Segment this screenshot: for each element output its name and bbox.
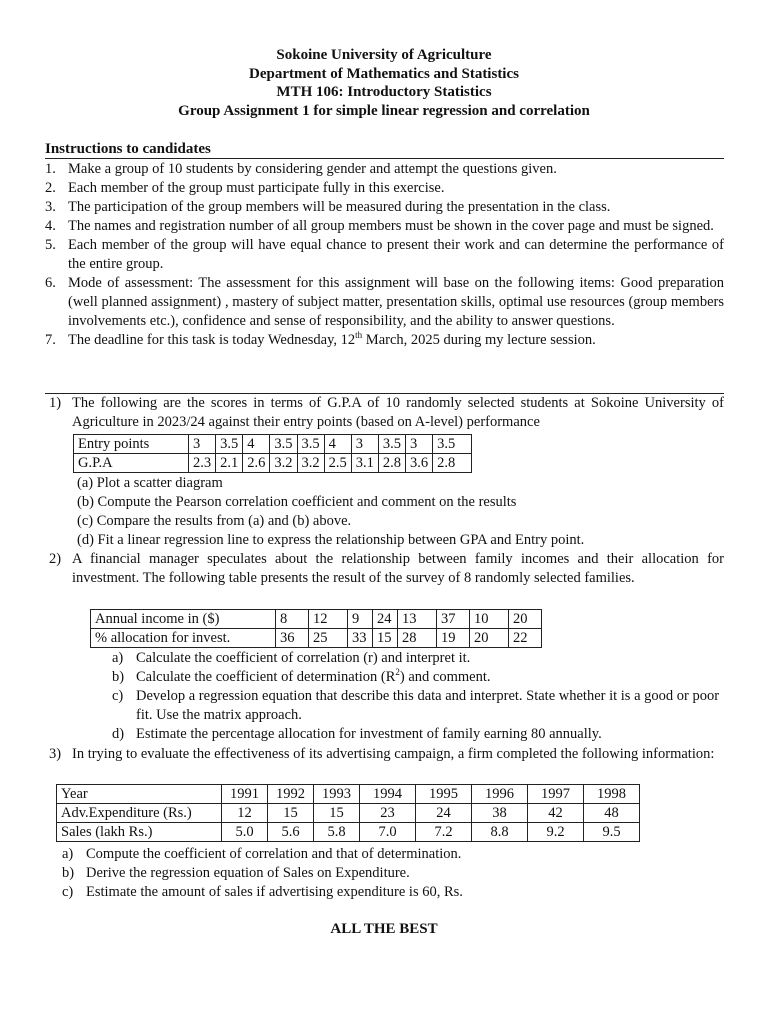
question-3-parts — [62, 845, 463, 902]
instruction-item: 6. Mode of assessment: The assessment for this assignment will base on the following items: Good preparation (well planned assignment) , mastery of subject matter, presentation skills, optimal use resources (group members involvements etc.), confidence and sense of responsibility, and the ability to answer questions. — [45, 275, 724, 329]
instruction-item: 4. The names and registration number of all group members must be shown in the cover page and must be signed. — [45, 218, 714, 234]
instruction-item: 2. Each member of the group must participate fully in this exercise. — [45, 180, 445, 196]
list-item: (a) Plot a scatter diagram — [77, 475, 223, 491]
list-item: c) Estimate the amount of sales if advertising expenditure is 60, Rs. — [62, 884, 463, 900]
question-3: 3) In trying to evaluate the effectiveness of its advertising campaign, a firm completed the following information: — [45, 745, 724, 764]
department-name: Department of Mathematics and Statistics — [249, 65, 519, 82]
question-2-text: A financial manager speculates about the relationship between family incomes and their allocation for investment. The following table presents the result of the survey of 8 randomly selected families. — [72, 551, 724, 586]
advertising-table — [56, 784, 640, 842]
list-item: (b) Compute the Pearson correlation coefficient and comment on the results — [77, 494, 517, 510]
table-row: Entry points 3 3.5 4 3.5 3.5 4 3 3.5 3 3.5 — [74, 435, 472, 454]
instructions-title: Instructions to candidates — [45, 141, 211, 157]
gpa-table — [73, 434, 472, 473]
course-title: MTH 106: Introductory Statistics — [276, 84, 492, 101]
list-item: b) Derive the regression equation of Sales on Expenditure. — [62, 865, 410, 881]
income-table — [90, 609, 542, 648]
instruction-item: 1. Make a group of 10 students by considering gender and attempt the questions given. — [45, 161, 557, 177]
list-item: a) Compute the coefficient of correlation and that of determination. — [62, 846, 462, 862]
list-item: (d) Fit a linear regression line to express the relationship between GPA and Entry point. — [77, 532, 585, 548]
instruction-item: 3. The participation of the group members will be measured during the presentation in the class. — [45, 199, 611, 215]
table-row: Adv.Expenditure (Rs.) 12 15 15 23 24 38 42 48 — [57, 804, 640, 823]
closing-message: ALL THE BEST — [330, 921, 438, 937]
table-row: Annual income in ($) 8 12 9 24 13 37 10 20 — [91, 610, 542, 629]
divider — [45, 158, 724, 159]
list-item: d) Estimate the percentage allocation for investment of family earning 80 annually. — [112, 726, 602, 742]
question-3-text: In trying to evaluate the effectiveness of its advertising campaign, a firm completed the following information: — [72, 746, 715, 762]
assignment-title: Group Assignment 1 for simple linear regression and correlation — [178, 102, 590, 119]
table-row: Sales (lakh Rs.) 5.0 5.6 5.8 7.0 7.2 8.8 9.2 9.5 — [57, 823, 640, 842]
university-name: Sokoine University of Agriculture — [276, 47, 492, 63]
question-1-parts — [77, 474, 584, 550]
list-item: (c) Compare the results from (a) and (b) above. — [77, 513, 352, 529]
table-row: G.P.A 2.3 2.1 2.6 3.2 3.2 2.5 3.1 2.8 3.6 2.8 — [74, 454, 472, 473]
table-row: Year 1991 1992 1993 1994 1995 1996 1997 1998 — [57, 785, 640, 804]
question-1-text: The following are the scores in terms of G.P.A of 10 randomly selected students at Sokoine University of Agriculture in 2023/24 against their entry points (based on A-level) performance — [72, 395, 724, 430]
table-row: % allocation for invest. 36 25 33 15 28 19 20 22 — [91, 629, 542, 648]
instruction-item: 7. The deadline for this task is today Wednesday, 12th March, 2025 during my lecture session. — [45, 330, 596, 348]
list-item: b) Calculate the coefficient of determination $(R^2)$ and comment. — [112, 667, 491, 685]
instruction-item: 5. Each member of the group will have equal chance to present their work and can determine the performance of the entire group. — [45, 237, 724, 272]
question-1: 1) The following are the scores in terms of G.P.A of 10 randomly selected students at Sokoine University of Agriculture in 2023/24 against their entry points (based on A-level) performance — [49, 395, 724, 430]
question-2-parts — [112, 649, 724, 744]
list-item: c) Develop a regression equation that describe this data and interpret. State whether it is a good or poor fit. Use the matrix approach. — [112, 688, 720, 723]
document-header — [0, 46, 768, 120]
question-2: 2) A financial manager speculates about the relationship between family incomes and their allocation for investment. The following table presents the result of the survey of 8 randomly selected families. — [49, 551, 724, 586]
instructions-list — [45, 160, 724, 350]
list-item: a) Calculate the coefficient of correlation (r) and interpret it. — [112, 650, 471, 666]
